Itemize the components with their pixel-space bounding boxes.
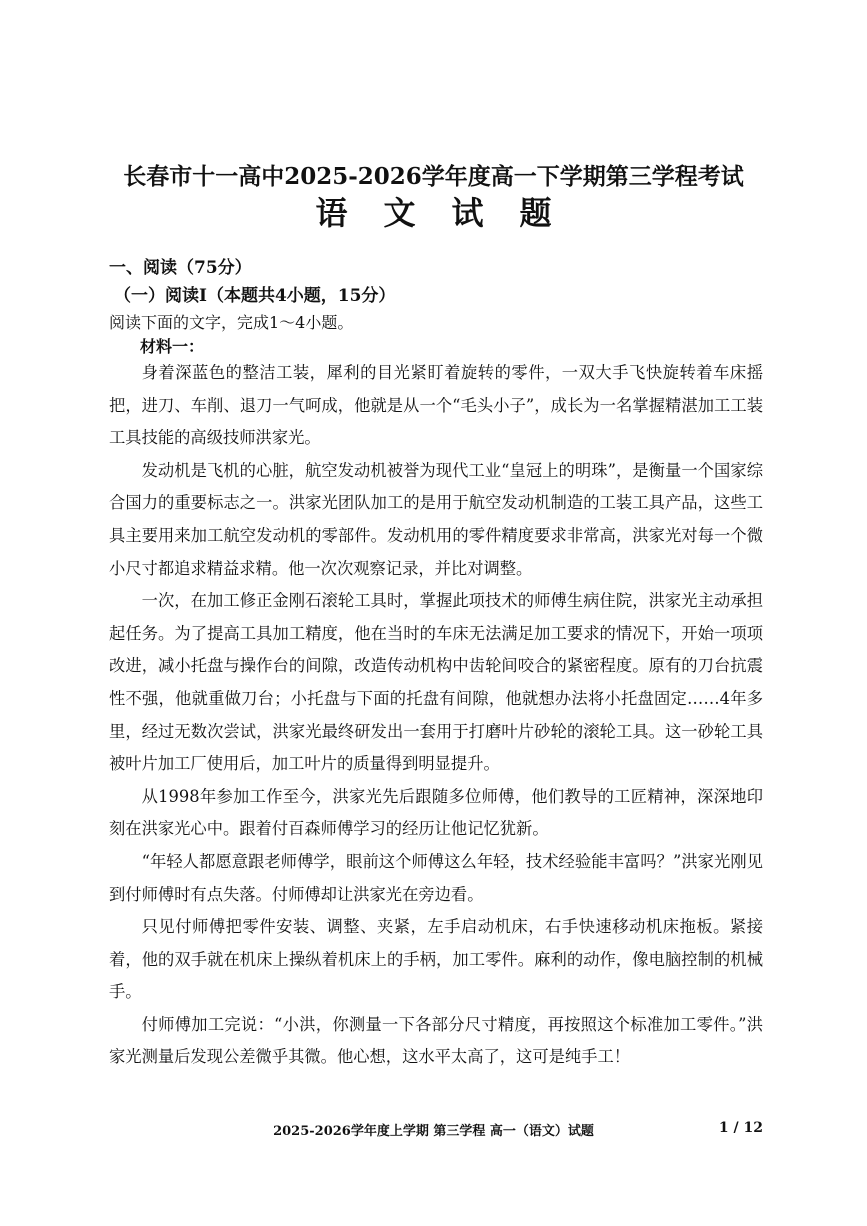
reading-passage bbox=[109, 357, 763, 1074]
section-heading: 一、阅读（75分） bbox=[109, 258, 252, 278]
passage-paragraph: 发动机是飞机的心脏，航空发动机被誉为现代工业“皇冠上的明珠”，是衡量一个国家综合国力的重要标志之一。洪家光团队加工的是用于航空发动机制造的工装工具产品，这些工具主要用来加工航空发动机的零部件。发动机用的零件精度要求非常高，洪家光对每一个微小尺寸都追求精益求精。他一次次观察记录，并比对调整。 bbox=[109, 460, 763, 578]
footer-exam-info: 2025-2026学年度上学期 第三学程 高一（语文）试题 bbox=[273, 1124, 594, 1139]
exam-subject-title: 语文试题 bbox=[315, 194, 588, 232]
page-number: 1 / 12 bbox=[718, 1120, 763, 1136]
reading-instruction: 阅读下面的文字，完成1～4小题。 bbox=[109, 313, 354, 332]
exam-title: 长春市十一高中2025-2026学年度高一下学期第三学程考试 bbox=[123, 163, 744, 190]
passage-paragraph: 身着深蓝色的整洁工装，犀利的目光紧盯着旋转的零件，一双大手飞快旋转着车床摇把，进刀、车削、退刀一气呵成，他就是从一个“毛头小子”，成长为一名掌握精湛加工工装工具技能的高级技师洪家光。 bbox=[109, 363, 763, 448]
passage-paragraph: 一次，在加工修正金刚石滚轮工具时，掌握此项技术的师傅生病住院，洪家光主动承担起任务。为了提高工具加工精度，他在当时的车床无法满足加工要求的情况下，开始一项项改进，减小托盘与操作台的间隙，改造传动机构中齿轮间咬合的紧密程度。原有的刀台抗震性不强，他就重做刀台；小托盘与下面的托盘有间隙，他就想办法将小托盘固定……4年多里，经过无数次尝试，洪家光最终研发出一套用于打磨叶片砂轮的滚轮工具。这一砂轮工具被叶片加工厂使用后，加工叶片的质量得到明显提升。 bbox=[109, 591, 763, 774]
passage-paragraph: 从1998年参加工作至今，洪家光先后跟随多位师傅，他们教导的工匠精神，深深地印刻在洪家光心中。跟着付百森师傅学习的经历让他记忆犹新。 bbox=[109, 786, 763, 839]
passage-paragraph: “年轻人都愿意跟老师傅学，眼前这个师傅这么年轻，技术经验能丰富吗？”洪家光刚见到付师傅时有点失落。付师傅却让洪家光在旁边看。 bbox=[109, 851, 763, 904]
material-label: 材料一： bbox=[140, 337, 205, 356]
passage-paragraph: 付师傅加工完说：“小洪，你测量一下各部分尺寸精度，再按照这个标准加工零件。”洪家光测量后发现公差微乎其微。他心想，这水平太高了，这可是纯手工！ bbox=[109, 1014, 763, 1067]
sub-section-heading: （一）阅读I（本题共4小题，15分） bbox=[114, 286, 396, 306]
passage-paragraph: 只见付师傅把零件安装、调整、夹紧，左手启动机床，右手快速移动机床拖板。紧接着，他的双手就在机床上操纵着机床上的手柄，加工零件。麻利的动作，像电脑控制的机械手。 bbox=[109, 917, 763, 1002]
